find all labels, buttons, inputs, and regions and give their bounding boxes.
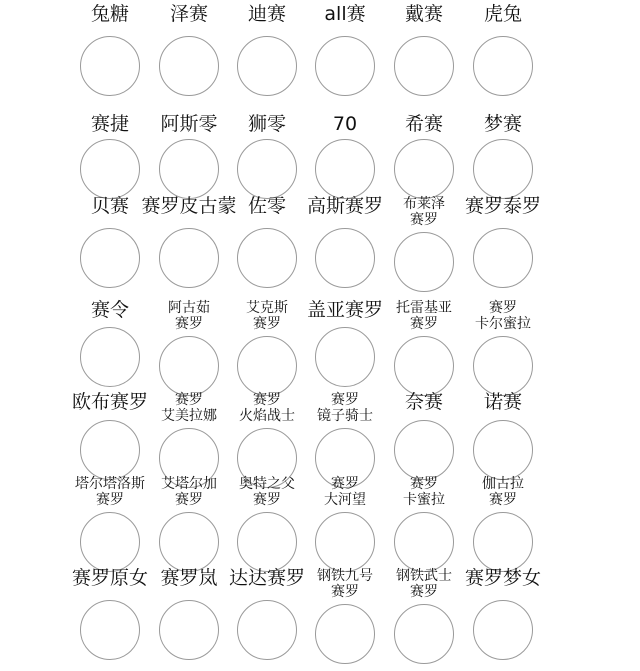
cell-label: 赛罗岚 [160, 567, 218, 589]
cell-label: 赛罗 火焰战士 [239, 392, 295, 425]
cell-label: 钢铁武士 赛罗 [396, 568, 452, 601]
empty-circle [315, 604, 375, 664]
empty-circle [394, 420, 454, 480]
empty-circle [315, 327, 375, 387]
empty-circle [473, 336, 533, 396]
cell-label: 赛罗 卡尔蜜拉 [475, 300, 531, 333]
grid-cell [464, 196, 542, 292]
cell-label: all赛 [324, 3, 366, 25]
cell-label: 托雷基亚 赛罗 [396, 300, 452, 333]
cell-label: 赛罗原女 [71, 567, 148, 589]
empty-circle [394, 512, 454, 572]
cell-label: 虎兔 [483, 3, 522, 25]
empty-circle [237, 36, 297, 96]
empty-circle [80, 228, 140, 288]
cell-label: 奥特之父 赛罗 [239, 476, 295, 509]
cell-label: 赛罗 艾美拉娜 [161, 392, 217, 425]
empty-circle [394, 139, 454, 199]
empty-circle [473, 512, 533, 572]
cell-label: 赛罗泰罗 [464, 195, 541, 217]
empty-circle [80, 420, 140, 480]
empty-circle [473, 228, 533, 288]
cell-label: 兔糖 [90, 3, 129, 25]
cell-label: 钢铁九号 赛罗 [317, 568, 373, 601]
cell-label: 赛罗 镜子骑士 [317, 392, 373, 425]
cell-label: 戴赛 [404, 3, 443, 25]
empty-circle [159, 228, 219, 288]
cell-label: 艾克斯 赛罗 [246, 300, 288, 333]
cell-label: 伽古拉 赛罗 [482, 476, 524, 509]
cell-label: 阿斯零 [160, 113, 218, 135]
cell-label: 阿古茹 赛罗 [168, 300, 210, 333]
empty-circle [80, 327, 140, 387]
cell-label: 布莱泽 赛罗 [403, 196, 445, 229]
empty-circle [159, 36, 219, 96]
cell-label: 赛罗皮古蒙 [141, 195, 237, 217]
cell-label: 泽赛 [169, 3, 208, 25]
cell-label: 迪赛 [247, 3, 286, 25]
cell-label: 达达赛罗 [228, 567, 305, 589]
empty-circle [159, 512, 219, 572]
empty-circle [237, 600, 297, 660]
cell-label: 赛捷 [90, 113, 129, 135]
cell-label: 贝赛 [90, 195, 129, 217]
empty-circle [237, 228, 297, 288]
empty-circle [394, 336, 454, 396]
empty-circle [473, 36, 533, 96]
empty-circle [473, 139, 533, 199]
cell-label: 佐零 [247, 195, 286, 217]
empty-circle [159, 336, 219, 396]
grid-cell [464, 300, 542, 396]
cell-label: 赛令 [90, 299, 129, 321]
grid-cell [464, 4, 542, 100]
empty-circle [80, 512, 140, 572]
empty-circle [394, 604, 454, 664]
cell-label: 诺赛 [483, 391, 522, 413]
cell-label: 高斯赛罗 [306, 195, 383, 217]
empty-circle [237, 139, 297, 199]
cell-label: 奈赛 [404, 391, 443, 413]
empty-circle [315, 512, 375, 572]
empty-circle [237, 512, 297, 572]
cell-label: 塔尔塔洛斯 赛罗 [75, 476, 145, 509]
empty-circle [80, 36, 140, 96]
grid-cell [464, 476, 542, 572]
empty-circle [394, 36, 454, 96]
empty-circle [315, 36, 375, 96]
cell-label: 盖亚赛罗 [306, 299, 383, 321]
empty-circle [159, 600, 219, 660]
cell-label: 希赛 [404, 113, 443, 135]
cell-label: 赛罗 大河望 [324, 476, 366, 509]
empty-circle [80, 139, 140, 199]
empty-circle [473, 600, 533, 660]
empty-circle [473, 420, 533, 480]
cell-label: 70 [332, 113, 358, 135]
grid-cell [464, 568, 542, 664]
empty-circle [394, 232, 454, 292]
empty-circle [315, 139, 375, 199]
cell-label: 欧布赛罗 [71, 391, 148, 413]
cell-label: 艾塔尔加 赛罗 [161, 476, 217, 509]
cell-label: 赛罗梦女 [464, 567, 541, 589]
cell-label: 赛罗 卡蜜拉 [403, 476, 445, 509]
empty-circle [315, 228, 375, 288]
cell-label: 梦赛 [483, 113, 522, 135]
cell-label: 狮零 [247, 113, 286, 135]
empty-circle [237, 336, 297, 396]
empty-circle [159, 139, 219, 199]
empty-circle [80, 600, 140, 660]
grid-cell [464, 392, 542, 488]
